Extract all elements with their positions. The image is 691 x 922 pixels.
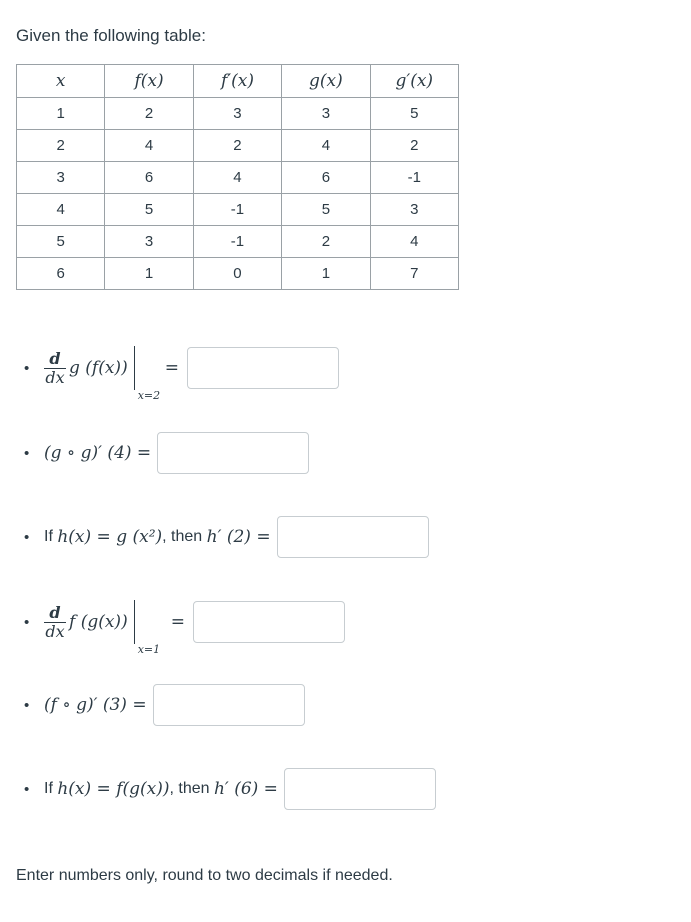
table-cell: 5 <box>282 194 370 226</box>
evaluation-bar <box>134 346 161 402</box>
bullet: • <box>24 780 30 798</box>
table-cell: 5 <box>105 194 193 226</box>
table-header-row <box>17 65 459 98</box>
table-row <box>17 194 459 226</box>
bullet: • <box>24 444 30 462</box>
table-cell: 2 <box>17 130 105 162</box>
question-6-expression: h′ (6) = <box>213 779 278 799</box>
table-cell: 1 <box>105 258 193 290</box>
question-2-expression: (g ∘ g)′ (4) = <box>44 443 152 463</box>
table-cell: 5 <box>370 98 458 130</box>
table-cell: 2 <box>193 130 281 162</box>
table-cell: 2 <box>105 98 193 130</box>
question-4-expression: f (g(x)) <box>69 612 128 632</box>
table-cell: 4 <box>105 130 193 162</box>
bullet: • <box>24 359 30 377</box>
table-cell: 4 <box>17 194 105 226</box>
answer-input-3[interactable] <box>277 516 429 558</box>
table-row <box>17 162 459 194</box>
derivative-operator <box>44 604 66 641</box>
bullet: • <box>24 696 30 714</box>
fraction-numerator: d <box>49 602 61 622</box>
answer-input-4[interactable] <box>193 601 345 643</box>
header-x: x <box>17 65 105 98</box>
table-cell: 5 <box>17 226 105 258</box>
question-1-expression: g (f(x)) <box>69 358 128 378</box>
table-row <box>17 98 459 130</box>
table-cell: 2 <box>282 226 370 258</box>
answer-input-6[interactable] <box>284 768 436 810</box>
table-cell: 3 <box>193 98 281 130</box>
question-6-connector: , then <box>169 780 214 797</box>
table-cell: -1 <box>193 226 281 258</box>
evaluation-point: x=1 <box>137 643 161 656</box>
table-cell: 3 <box>105 226 193 258</box>
table-cell: 6 <box>282 162 370 194</box>
table-cell: 0 <box>193 258 281 290</box>
table-cell: 1 <box>282 258 370 290</box>
values-table <box>16 64 459 290</box>
question-2 <box>24 432 309 474</box>
intro-text: Given the following table: <box>16 26 206 45</box>
question-3 <box>24 516 429 558</box>
question-3-connector: , then <box>162 528 207 545</box>
table-cell: 4 <box>193 162 281 194</box>
header-gprime: g′(x) <box>370 65 458 98</box>
table-row <box>17 258 459 290</box>
question-3-definition: h(x) = g (x²) <box>57 527 163 547</box>
question-6-definition: h(x) = f(g(x)) <box>57 779 170 799</box>
table-row <box>17 130 459 162</box>
question-3-expression: h′ (2) = <box>206 527 271 547</box>
table-cell: 1 <box>17 98 105 130</box>
table-cell: 2 <box>370 130 458 162</box>
answer-input-2[interactable] <box>157 432 309 474</box>
table-cell: 3 <box>370 194 458 226</box>
table-cell: 3 <box>282 98 370 130</box>
fraction-numerator: d <box>49 348 61 368</box>
bullet: • <box>24 613 30 631</box>
bullet: • <box>24 528 30 546</box>
table-body <box>17 98 459 290</box>
question-5 <box>24 684 305 726</box>
answer-input-5[interactable] <box>153 684 305 726</box>
equals-sign: = <box>164 358 179 378</box>
table-cell: 4 <box>282 130 370 162</box>
question-4 <box>24 600 345 656</box>
header-g: g(x) <box>282 65 370 98</box>
instructions-footer: Enter numbers only, round to two decimals if needed. <box>16 867 393 884</box>
answer-input-1[interactable] <box>187 347 339 389</box>
table-cell: 6 <box>105 162 193 194</box>
question-5-expression: (f ∘ g)′ (3) = <box>44 695 147 715</box>
fraction-denominator: dx <box>45 621 65 641</box>
table-cell: -1 <box>370 162 458 194</box>
header-f: f(x) <box>105 65 193 98</box>
evaluation-point: x=2 <box>137 389 161 402</box>
question-3-prefix: If <box>44 528 58 545</box>
table-cell: -1 <box>193 194 281 226</box>
question-1 <box>24 346 339 402</box>
question-6-prefix: If <box>44 780 58 797</box>
evaluation-bar <box>134 600 161 656</box>
equals-sign: = <box>170 612 185 632</box>
table-cell: 7 <box>370 258 458 290</box>
table-cell: 4 <box>370 226 458 258</box>
question-6 <box>24 768 436 810</box>
derivative-operator <box>44 350 66 387</box>
header-fprime: f′(x) <box>193 65 281 98</box>
table-row <box>17 226 459 258</box>
table-cell: 3 <box>17 162 105 194</box>
table-cell: 6 <box>17 258 105 290</box>
fraction-denominator: dx <box>45 367 65 387</box>
